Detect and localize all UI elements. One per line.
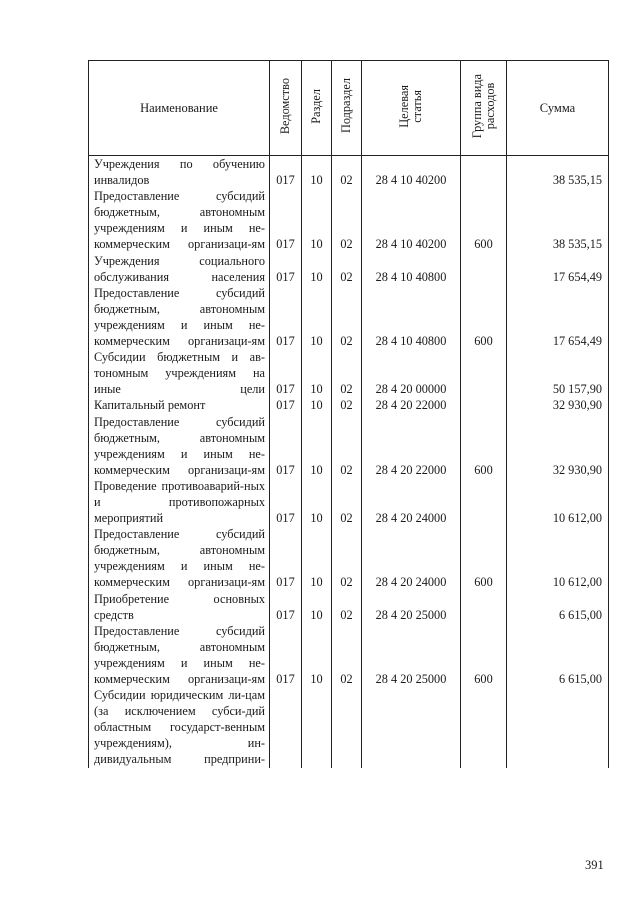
row-summa: 6 615,00 xyxy=(507,591,609,623)
row-podrazdel: 02 xyxy=(332,285,362,349)
row-celevaya-statya: 28 4 10 40200 xyxy=(362,188,461,252)
row-summa: 10 612,00 xyxy=(507,526,609,590)
table-row xyxy=(89,591,609,623)
row-razdel: 10 xyxy=(302,591,332,623)
header-celevaya-line2: статья xyxy=(410,89,424,123)
table-row xyxy=(89,687,609,767)
row-celevaya-statya: 28 4 20 00000 xyxy=(362,349,461,397)
row-gruppa: 600 xyxy=(461,414,507,478)
row-name: Предоставление субсидий бюджетным, автономным учреждениям и иным не-коммерческим организаци-ям xyxy=(89,623,270,687)
table-row xyxy=(89,397,609,413)
header-celevaya-line1: Целевая xyxy=(397,84,411,128)
row-celevaya-statya: 28 4 20 25000 xyxy=(362,623,461,687)
row-razdel: 10 xyxy=(302,623,332,687)
row-podrazdel: 02 xyxy=(332,623,362,687)
row-summa: 32 930,90 xyxy=(507,414,609,478)
row-name: Предоставление субсидий бюджетным, автономным учреждениям и иным не-коммерческим организаци-ям xyxy=(89,285,270,349)
row-celevaya-statya: 28 4 10 40800 xyxy=(362,253,461,285)
row-razdel: 10 xyxy=(302,156,332,189)
row-celevaya-statya: 28 4 20 22000 xyxy=(362,414,461,478)
row-podrazdel: 02 xyxy=(332,349,362,397)
row-name: Учреждения по обучению инвалидов xyxy=(89,156,270,189)
row-celevaya-statya: 28 4 20 22000 xyxy=(362,397,461,413)
table-row xyxy=(89,526,609,590)
row-celevaya-statya: 28 4 10 40800 xyxy=(362,285,461,349)
row-vedomstvo: 017 xyxy=(270,623,302,687)
row-razdel: 10 xyxy=(302,414,332,478)
row-vedomstvo: 017 xyxy=(270,526,302,590)
row-celevaya-statya: 28 4 20 25000 xyxy=(362,591,461,623)
row-name: Предоставление субсидий бюджетным, автономным учреждениям и иным не-коммерческим организаци-ям xyxy=(89,188,270,252)
row-summa: 17 654,49 xyxy=(507,285,609,349)
row-podrazdel xyxy=(332,687,362,767)
header-podrazdel: Подраздел xyxy=(332,61,362,156)
row-summa: 50 157,90 xyxy=(507,349,609,397)
header-gruppa-line1: Группа вида xyxy=(469,73,484,139)
row-gruppa: 600 xyxy=(461,623,507,687)
table-row xyxy=(89,156,609,189)
row-vedomstvo: 017 xyxy=(270,188,302,252)
table-row xyxy=(89,253,609,285)
header-vedomstvo: Ведомство xyxy=(270,61,302,156)
header-celevaya-statya xyxy=(362,61,461,156)
row-summa: 17 654,49 xyxy=(507,253,609,285)
row-gruppa: 600 xyxy=(461,285,507,349)
row-summa xyxy=(507,687,609,767)
row-name: Субсидии бюджетным и ав-тономным учреждениям на иные цели xyxy=(89,349,270,397)
row-name: Проведение противоаварий-ных и противопожарных мероприятий xyxy=(89,478,270,526)
header-gruppa-vida-rashodov xyxy=(461,61,507,156)
row-name: Учреждения социального обслуживания населения xyxy=(89,253,270,285)
row-name: Приобретение основных средств xyxy=(89,591,270,623)
row-summa: 32 930,90 xyxy=(507,397,609,413)
row-vedomstvo: 017 xyxy=(270,349,302,397)
row-podrazdel: 02 xyxy=(332,253,362,285)
row-gruppa xyxy=(461,349,507,397)
row-podrazdel: 02 xyxy=(332,526,362,590)
row-gruppa xyxy=(461,397,507,413)
row-summa: 6 615,00 xyxy=(507,623,609,687)
row-razdel: 10 xyxy=(302,253,332,285)
row-summa: 10 612,00 xyxy=(507,478,609,526)
row-razdel xyxy=(302,687,332,767)
row-vedomstvo xyxy=(270,687,302,767)
row-gruppa xyxy=(461,253,507,285)
row-celevaya-statya: 28 4 20 24000 xyxy=(362,478,461,526)
row-gruppa xyxy=(461,156,507,189)
row-gruppa xyxy=(461,687,507,767)
budget-table xyxy=(88,60,609,768)
header-name: Наименование xyxy=(89,61,270,156)
row-podrazdel: 02 xyxy=(332,591,362,623)
header-summa: Сумма xyxy=(507,61,609,156)
row-razdel: 10 xyxy=(302,285,332,349)
table-row xyxy=(89,285,609,349)
row-podrazdel: 02 xyxy=(332,188,362,252)
table-row xyxy=(89,478,609,526)
row-celevaya-statya xyxy=(362,687,461,767)
row-razdel: 10 xyxy=(302,188,332,252)
row-celevaya-statya: 28 4 20 24000 xyxy=(362,526,461,590)
table-row xyxy=(89,623,609,687)
row-name: Предоставление субсидий бюджетным, автономным учреждениям и иным не-коммерческим организаци-ям xyxy=(89,526,270,590)
row-summa: 38 535,15 xyxy=(507,188,609,252)
row-gruppa: 600 xyxy=(461,526,507,590)
table-row xyxy=(89,414,609,478)
row-celevaya-statya: 28 4 10 40200 xyxy=(362,156,461,189)
table-header-row xyxy=(89,61,609,156)
header-razdel: Раздел xyxy=(302,61,332,156)
row-razdel: 10 xyxy=(302,526,332,590)
row-vedomstvo: 017 xyxy=(270,285,302,349)
row-vedomstvo: 017 xyxy=(270,397,302,413)
row-gruppa xyxy=(461,591,507,623)
row-podrazdel: 02 xyxy=(332,478,362,526)
row-gruppa xyxy=(461,478,507,526)
table-row xyxy=(89,188,609,252)
page-number: 391 xyxy=(585,858,604,872)
row-razdel: 10 xyxy=(302,397,332,413)
table-row xyxy=(89,349,609,397)
row-vedomstvo: 017 xyxy=(270,156,302,189)
row-vedomstvo: 017 xyxy=(270,478,302,526)
row-gruppa: 600 xyxy=(461,188,507,252)
row-name: Капитальный ремонт xyxy=(89,397,270,413)
row-summa: 38 535,15 xyxy=(507,156,609,189)
row-name: Субсидии юридическим ли-цам (за исключением субси-дий областным государст-венным учреждениям), ин-дивидуальным предприни- xyxy=(89,687,270,767)
row-vedomstvo: 017 xyxy=(270,591,302,623)
row-razdel: 10 xyxy=(302,349,332,397)
row-podrazdel: 02 xyxy=(332,156,362,189)
row-vedomstvo: 017 xyxy=(270,253,302,285)
row-vedomstvo: 017 xyxy=(270,414,302,478)
header-gruppa-line2: расходов xyxy=(482,82,497,130)
row-name: Предоставление субсидий бюджетным, автономным учреждениям и иным не-коммерческим организаци-ям xyxy=(89,414,270,478)
row-podrazdel: 02 xyxy=(332,414,362,478)
row-razdel: 10 xyxy=(302,478,332,526)
row-podrazdel: 02 xyxy=(332,397,362,413)
